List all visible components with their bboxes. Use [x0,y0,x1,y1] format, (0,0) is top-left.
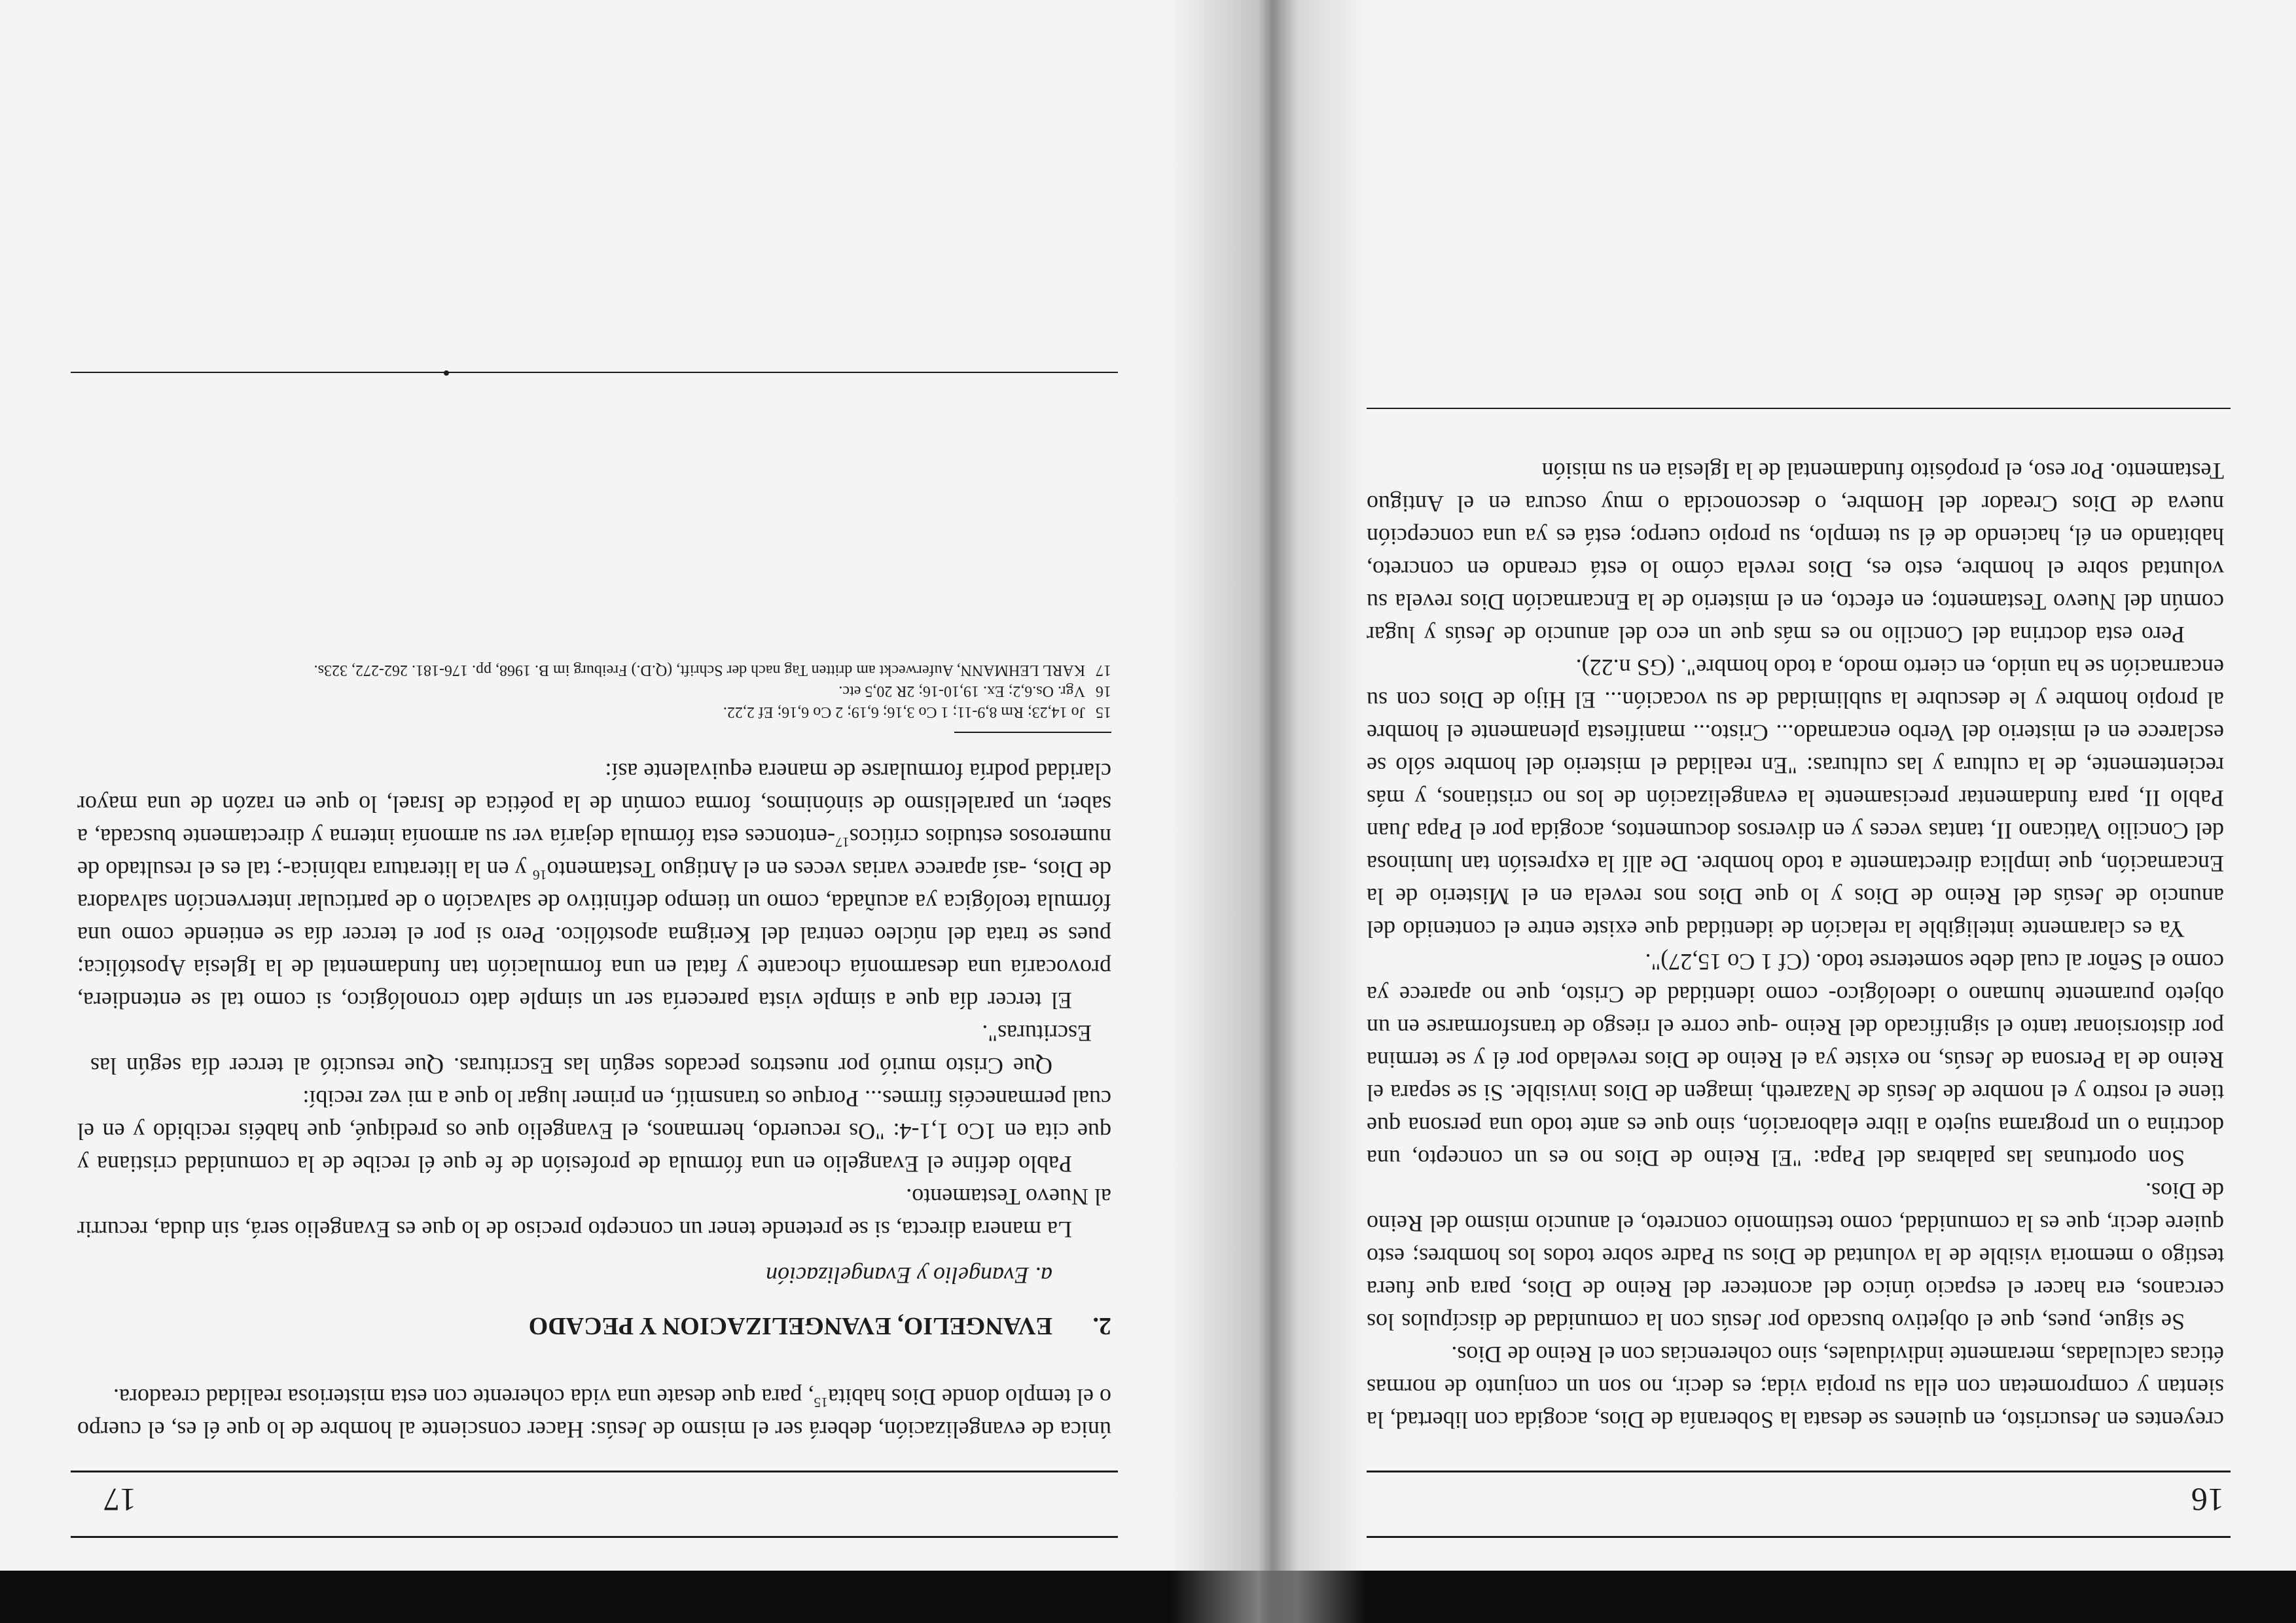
quote-paragraph: Que Cristo murió por nuestros pecados según las Escrituras. Que resucitó al tercer día según las Escrituras". [90,1020,1092,1079]
footnote-ref: 15 [814,1395,829,1410]
paragraph: Son oportunas las palabras del Papa: "El Reino de Dios no es un concepto, una doctrina o un programa sujeto a libre elaboración, sino que es ante todo una persona que tiene el rostro y el nombre de Jesús de Nazareth, imagen de Dios invisible. Si se separa el Reino de la Persona de Jesús, no existe ya el Reino de Dios revelado por él y se termina por distorsionar tanto el significado del Reino -que corre el riesgo de transformarse en un objeto puramente humano o ideológico- como identidad de Cristo, que no aparece ya como el Señor al cual debe someterse todo. (Cf 1 Co 15,27)". [1367,949,2224,1171]
paragraph: El tercer día que a simple vista parecería ser un simple dato cronológico, si como tal se entendiera, provocaría una desarmonía chocante y fatal en una formulación tan fundamental de la Iglesia Apostólica; pues se trata del núcleo central del Kerigma apostólico. Pero si por el tercer día se entiende como una fórmula teológica ya acuñada, como un tiempo definitivo de salvación o de particular intervención salvadora de Dios, -así aparece varias veces en el Antiguo Testamento$^{16}$ y en la literatura rabínica-; tal es el resultado de numerosos estudios críticos$^{17}$-entonces esta fórmula dejaría ver su armonía interna y directamente buscada, a saber, un paralelismo de sinónimos, forma común de la poética de Israel, lo que en razón de una mayor claridad podría formularse de manera equivalente así: [77,758,1111,1014]
header-rule [71,1471,1118,1472]
page-number: 17 [103,1482,136,1518]
footnote-ref: 16 [532,867,547,883]
footnote: 15 Jo 14,23; Rm 8,9-11; 1 Co 3,16; 6,19; 2 Co 6,16; Ef 2,22. [723,704,1111,721]
page-body [1367,455,2224,1436]
top-rule [71,1536,1118,1538]
paragraph: Ya es claramente inteligible la relación de identidad que existe entre el contenido del anuncio de Jesús del Reino de Dios y lo que Dios nos revela en el Misterio de la Encarnación, que implica directamente a todo hombre. De allí la expresión tan luminosa del Concilio Vaticano II, tantas veces y en diversos documentos, acogida por el Papa Juan Pablo II, para fundamentar precisamente la evangelización de los no cristianos, y más recientemente, de la cultura y las culturas: "En realidad el misterio del hombre sólo se esclarece en el misterio del Verbo encarnado... Cristo... manifiesta plenamente el hombre al propio hombre y le descubre la sublimidad de su vocación... El Hijo de Dios con su encarnación se ha unido, en cierto modo, a todo hombre". (GS n.22). [1367,654,2224,942]
footnote-ref: 17 [835,834,850,850]
top-rule [1367,1536,2231,1538]
bottom-rule [71,372,1118,373]
paragraph: creyentes en Jesucristo, en quienes se desata la Soberanía de Dios, acogida con libertad, la sientan y comprometan con ella su propia vida; es decir, no son un conjunto de normas éticas calculadas, meramente individuales, sino coherencias con el Reino de Dios. [1367,1342,2224,1433]
paragraph: Se sigue, pues, que el objetivo buscado por Jesús con la comunidad de discípulos los cercanos, era hacer el espacio único del acontecer del Reino de Dios, para que fuera testigo o memoria visible de la voluntad de Dios su Padre sobre todos los hombres; esto quiere decir, que es la comunidad, como testimonio concreto, el anuncio mismo del Reino de Dios. [1367,1178,2224,1335]
paragraph: Pablo define el Evangelio en una fórmula de profesión de fe que él recibe de la comunidad cristiana y que cita en 1Co 1,1-4: "Os recuerdo, hermanos, el Evangelio que os prediqué, que habéis recibido y en el cual permanecéis firmes... Porque os transmití, en primer lugar lo que a mi vez recibí: [77,1086,1111,1177]
header-rule [1367,1471,2231,1472]
footnote: 17 KARL LEHMANN, Auferweckt am dritten Tag nach der Schrift, (Q.D.) Freiburg im B. 1968, pp. 176-181. 262-272, 323s. [314,662,1111,679]
bottom-rule [1367,408,2231,409]
section-heading [77,1308,1111,1344]
paragraph: única de evangelización, deberá ser el mismo de Jesús: Hacer consciente al hombre de lo que él es, el cuerpo o el templo donde Dios habita$^{15}$, para que desate una vida coherente con esta misteriosa realidad creadora. [77,1384,1111,1443]
page-body [77,660,1111,1446]
ornament-dot [444,370,449,376]
section-number: 2. [1092,1312,1111,1340]
paragraph: Pero esta doctrina del Concilio no es más que un eco del anuncio de Jesús y lugar común del Nuevo Testamento; en efecto, en el misterio de la Encarnación Dios revela su voluntad sobre el hombre, esto es, Dios revela cómo lo está creando en concreto, habitando en él, haciendo de él su templo, su propio cuerpo; está es ya una concepción nueva de Dios Creador del Hombre, o desconocida o muy oscura en el Antiguo Testamento. Por eso, el propósito fundamental de la Iglesia en su misión [1367,458,2224,648]
page-number: 16 [2191,1482,2224,1518]
paragraph: La manera directa, si se pretende tener un concepto preciso de lo que es Evangelio será, sin duda, recurrir al Nuevo Testamento. [77,1184,1111,1243]
page-16 [1282,0,2296,1571]
footnote: 16 Vgr. Os.6,2; Ex. 19,10-16; 2R 20,5 etc. [838,683,1111,700]
section-title: EVANGELIO, EVANGELIZACION Y PECADO [528,1312,1052,1340]
footnote-rule [954,732,1111,733]
subsection-heading: a. Evangelio y Evangelización [766,1262,1052,1289]
scanner-shadow [0,1571,2296,1623]
